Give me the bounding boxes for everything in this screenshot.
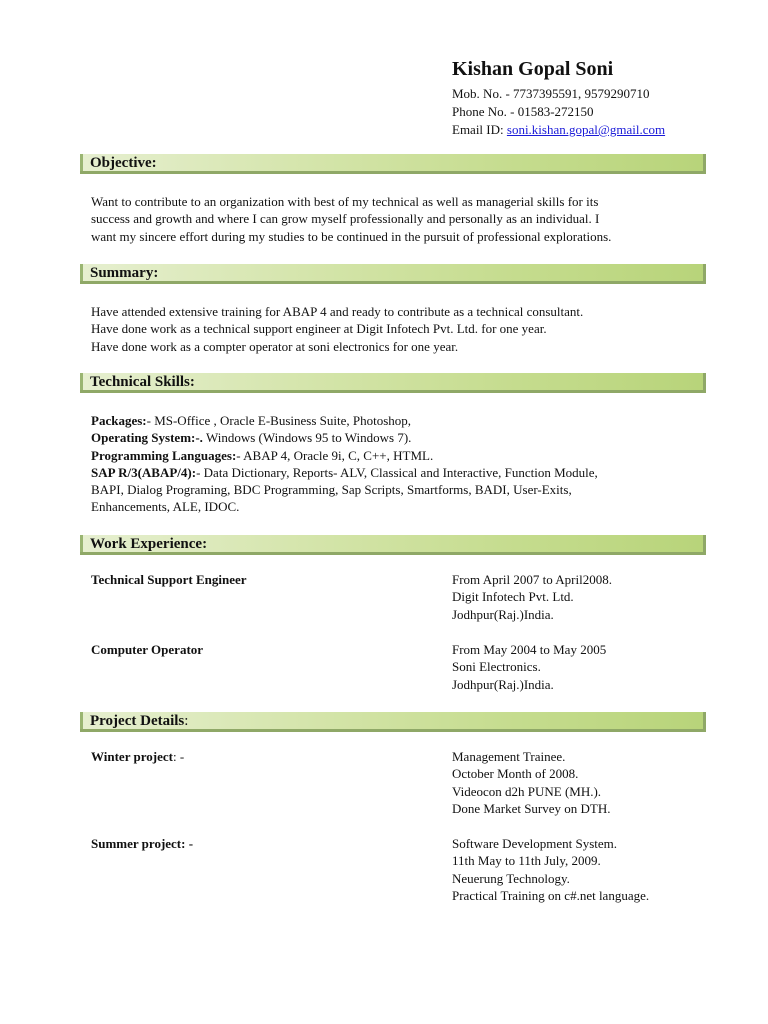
contact-header: [452, 57, 752, 139]
email-line: [452, 121, 752, 139]
job-detail-line: From April 2007 to April2008.: [452, 572, 612, 587]
projects-title-text: Project Details: [90, 713, 185, 729]
objective-line: success and growth and where I can grow myself professionally and personally as an individual. I: [91, 211, 600, 227]
summary-line: Have done work as a compter operator at soni electronics for one year.: [91, 338, 459, 354]
skills-os: [91, 429, 711, 446]
skills-packages: [91, 412, 711, 429]
summary-text: [91, 303, 711, 355]
objective-line: want my sincere effort during my studies to be continued in the pursuit of professional explorations.: [91, 228, 612, 244]
skills-os-value: Windows (Windows 95 to Windows 7).: [202, 430, 412, 446]
skills-sap-line3: Enhancements, ALE, IDOC.: [91, 499, 240, 515]
section-title-projects: [90, 713, 188, 729]
section-title-summary: Summary:: [90, 265, 159, 281]
job-detail-line: Digit Infotech Pvt. Ltd.: [452, 589, 574, 605]
job-detail-line: Soni Electronics.: [452, 659, 541, 675]
project-details: [452, 835, 752, 904]
project-detail-line: Management Trainee.: [452, 749, 566, 764]
section-title-work: Work Experience:: [90, 536, 208, 552]
project-detail-line: Videocon d2h PUNE (MH.).: [452, 783, 602, 799]
job-detail-line: Jodhpur(Raj.)India.: [452, 606, 554, 622]
section-title-skills: Technical Skills:: [90, 374, 195, 390]
job-role: Technical Support Engineer: [91, 572, 247, 587]
skills-languages-value: - ABAP 4, Oracle 9i, C, C++, HTML.: [236, 447, 434, 463]
job-detail-line: From May 2004 to May 2005: [452, 642, 607, 657]
project-detail-line: Neuerung Technology.: [452, 870, 570, 886]
mobile-number: Mob. No. - 7737395591, 9579290710: [452, 86, 650, 101]
skills-sap-label: SAP R/3(ABAP/4):: [91, 464, 197, 480]
skills-text: [91, 412, 711, 516]
project-label: [91, 835, 193, 852]
projects-title-colon: :: [184, 713, 189, 729]
section-bar-skills: [80, 373, 706, 393]
phone-number: Phone No. - 01583-272150: [452, 104, 594, 119]
objective-line: Want to contribute to an organization with best of my technical as well as managerial skills for its: [91, 194, 599, 209]
project-detail-line: Practical Training on c#.net language.: [452, 887, 650, 903]
skills-sap: [91, 464, 711, 481]
project-detail-line: 11th May to 11th July, 2009.: [452, 853, 601, 869]
summary-line: Have attended extensive training for ABAP 4 and ready to contribute as a technical consultant.: [91, 304, 584, 319]
candidate-name: Kishan Gopal Soni: [452, 58, 614, 80]
email-label: Email ID:: [452, 122, 507, 137]
project-label: [91, 748, 184, 765]
email-link[interactable]: soni.kishan.gopal@gmail.com: [506, 122, 666, 137]
skills-packages-value: - MS-Office , Oracle E-Business Suite, Photoshop,: [146, 413, 412, 428]
section-bar-projects: [80, 712, 706, 732]
section-bar-objective: [80, 154, 706, 174]
project-detail-line: Done Market Survey on DTH.: [452, 800, 611, 816]
skills-languages: [91, 447, 711, 464]
job-detail-line: Jodhpur(Raj.)India.: [452, 676, 554, 692]
project-label-text: Winter project: [91, 749, 173, 764]
section-bar-work: [80, 535, 706, 555]
skills-sap-value: - Data Dictionary, Reports- ALV, Classical and Interactive, Function Module,: [196, 464, 598, 480]
project-detail-line: October Month of 2008.: [452, 766, 579, 782]
skills-sap-line2: BAPI, Dialog Programing, BDC Programming, Sap Scripts, Smartforms, BADI, User-Exits,: [91, 482, 572, 498]
objective-text: [91, 193, 711, 245]
skills-packages-label: Packages:: [91, 413, 147, 428]
section-title-objective: Objective:: [90, 155, 157, 171]
project-details: [452, 748, 752, 817]
skills-os-label: Operating System:-.: [91, 430, 203, 446]
job-role: Computer Operator: [91, 642, 204, 657]
job-details: [452, 571, 752, 623]
project-label-suffix: : -: [172, 749, 185, 764]
project-label-text: Summer project: -: [91, 836, 194, 851]
project-detail-line: Software Development System.: [452, 836, 617, 851]
section-bar-summary: [80, 264, 706, 284]
skills-languages-label: Programming Languages:: [91, 447, 237, 463]
summary-line: Have done work as a technical support engineer at Digit Infotech Pvt. Ltd. for one year.: [91, 321, 547, 337]
job-details: [452, 641, 752, 693]
